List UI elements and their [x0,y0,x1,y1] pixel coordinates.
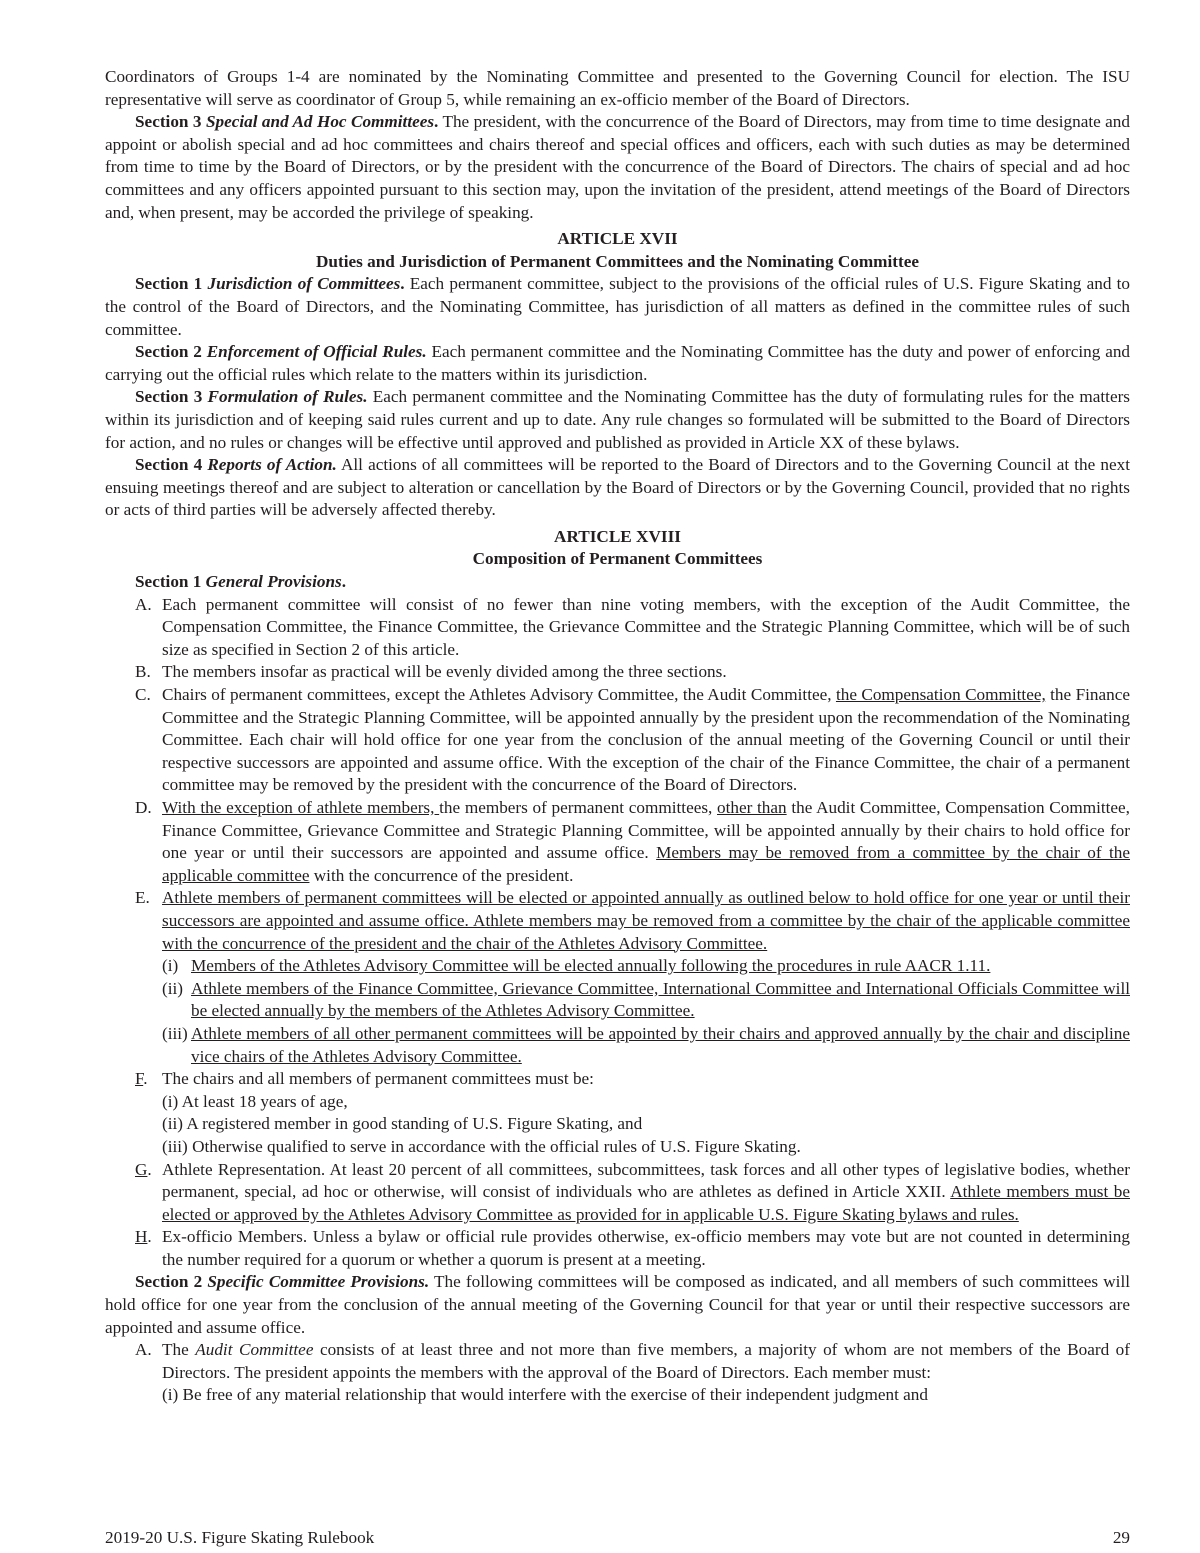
list-item-a: A. Each permanent committee will consist of no fewer than nine voting members, with the exception of the Audit Committee, the Compensation Committee, the Finance Committee, the Grievance Committee and the Strategic Planning Committee, which will be of such size as specified in Section 2 of this article. [135,594,1130,659]
section-text: The president, with the concurrence of the Board of Directors, may from time to time designate and appoint or abolish special and ad hoc committees and chairs thereof and special offices and officers, each with such duties as may be determined from time to time by the Board of Directors, or by the president with the concurrence of the Board of Directors. The chairs of special and ad hoc committees and any officers appointed pursuant to this section may, upon the invitation of the president, attend meetings of the Board of Directors and, when present, may be accorded the privilege of speaking. [105,112,1130,222]
a18-section-2: Section 2 Specific Committee Provisions. The following committees will be composed as indicated, and all members of such committees will hold office for one year from the conclusion of the annual meeting of the Governing Council for that year or until their respective successors are appointed and assume office. [105,1272,1131,1337]
list-item-d: D. With the exception of athlete members, the members of permanent committees, other than the Audit Committee, Compensation Committee, Finance Committee, Grievance Committee and Strategic Planning Committee, will be appointed annually by their chairs to hold office for one year or until their successors are appointed and assume office. Members may be removed from a committee by the chair of the applicable committee with the concurrence of the president. [135,798,1131,885]
list-item-f-i: (i) At least 18 years of age, [162,1091,348,1111]
section-title: Special and Ad Hoc Committees [205,112,435,132]
s2-list-item-a: A. The Audit Committee consists of at least three and not more than five members, a majority of whom are not members of the Board of Directors. The president appoints the members with the approval of the Board of Directors. Each member must: [135,1340,1131,1382]
list-item-f: F. The chairs and all members of permanent committees must be: [135,1069,594,1089]
article-18-heading: ARTICLE XVIII [554,526,681,546]
list-item-f-iii: (iii) Otherwise qualified to serve in accordance with the official rules of U.S. Figure Skating. [162,1136,801,1156]
list-item-e-ii: (ii) Athlete members of the Finance Committee, Grievance Committee, International Committee and International Officials Committee will be elected annually by the members of the Athletes Advisory Committee. [162,978,1130,1021]
list-item-f-ii: (ii) A registered member in good standing of U.S. Figure Skating, and [162,1114,643,1134]
rulebook-page [105,66,1130,1407]
section-3-special-ad-hoc: Section 3 Special and Ad Hoc Committees. The president, with the concurrence of the Board of Directors, may from time to time designate and appoint or abolish special and ad hoc committees and chairs thereof and special offices and officers, each with such duties as may be determined from time to time by the Board of Directors, or by the president with the concurrence of the Board of Directors. The chairs of special and ad hoc committees and any officers appointed pursuant to this section may, upon the invitation of the president, attend meetings of the Board of Directors and, when present, may be accorded the privilege of speaking. [105,112,1130,222]
page-number: 29 [1112,1528,1130,1547]
list-item-b: B. The members insofar as practical will be evenly divided among the three sections. [135,662,727,682]
list-item-e: E. Athlete members of permanent committees will be elected or appointed annually as outlined below to hold office for one year or until their successors are appointed and assume office. Athlete members may be removed from a committee by the chair of the applicable committee with the concurrence of the president and the chair of the Athletes Advisory Committee. [135,888,1130,953]
intro-paragraph: Coordinators of Groups 1-4 are nominated by the Nominating Committee and presented to the Governing Council for election. The ISU representative will serve as coordinator of Group 5, while remaining an ex-officio member of the Board of Directors. [105,67,1130,109]
a18-section-1: Section 1 General Provisions. [135,572,347,592]
list-item-h: H. Ex-officio Members. Unless a bylaw or official rule provides otherwise, ex-officio members may vote but are not counted in determining the number required for a quorum or whether a quorum is present at a meeting. [135,1227,1130,1269]
list-item-e-iii: (iii) Athlete members of all other permanent committees will be appointed by their chairs and approved annually by the chair and discipline vice chairs of the Athletes Advisory Committee. [162,1023,1130,1066]
footer-title: 2019-20 U.S. Figure Skating Rulebook [105,1528,375,1547]
s2-list-item-a-i: (i) Be free of any material relationship that would interfere with the exercise of their independent judgment and [162,1385,928,1405]
a17-section-3: Section 3 Formulation of Rules. Each permanent committee and the Nominating Committee has the duty of formulating rules for the matters within its jurisdiction and of keeping said rules current and up to date. Any rule changes so formulated will be submitted to the Board of Directors for action, and no rules or changes will be effective until approved and published as provided in Article XX of these bylaws. [105,387,1130,452]
article-17-subheading: Duties and Jurisdiction of Permanent Committees and the Nominating Committee [316,251,919,271]
article-18-subheading: Composition of Permanent Committees [472,549,763,569]
list-item-e-i: (i) Members of the Athletes Advisory Committee will be elected annually following the procedures in rule AACR 1.11. [162,956,991,976]
page-footer [105,1528,1130,1548]
list-item-c: C. Chairs of permanent committees, except the Athletes Advisory Committee, the Audit Committee, the Compensation Committee, the Finance Committee and the Strategic Planning Committee, will be appointed annually by the president upon the recommendation of the Nominating Committee. Each chair will hold office for one year from the conclusion of the annual meeting of the Governing Council or until their respective successors are appointed and assume office. With the exception of the chair of the Finance Committee, the chair of a permanent committee may be removed by the president with the concurrence of the Board of Directors. [135,685,1130,795]
a17-section-4: Section 4 Reports of Action. All actions of all committees will be reported to the Board of Directors and to the Governing Council at the next ensuing meetings thereof and are subject to alteration or cancellation by the Board of Directors or by the Governing Council, provided that no rights or acts of third parties will be adversely affected thereby. [105,455,1130,520]
list-item-g: G. Athlete Representation. At least 20 percent of all committees, subcommittees, task forces and all other types of legislative bodies, whether permanent, special, ad hoc or otherwise, will consist of individuals who are athletes as defined in Article XXII. Athlete members must be elected or approved by the Athletes Advisory Committee as provided for in applicable U.S. Figure Skating bylaws and rules. [135,1159,1130,1224]
a17-section-1: Section 1 Jurisdiction of Committees. Each permanent committee, subject to the provisions of the official rules of U.S. Figure Skating and to the control of the Board of Directors, and the Nominating Committee, has jurisdiction of all matters as defined in the committee rules of such committee. [105,274,1131,339]
section-label: Section 3 [135,112,206,132]
a17-section-2: Section 2 Enforcement of Official Rules. Each permanent committee and the Nominating Committee has the duty and power of enforcing and carrying out the official rules which relate to the matters within its jurisdiction. [105,342,1131,384]
article-17-heading: ARTICLE XVII [557,229,678,249]
